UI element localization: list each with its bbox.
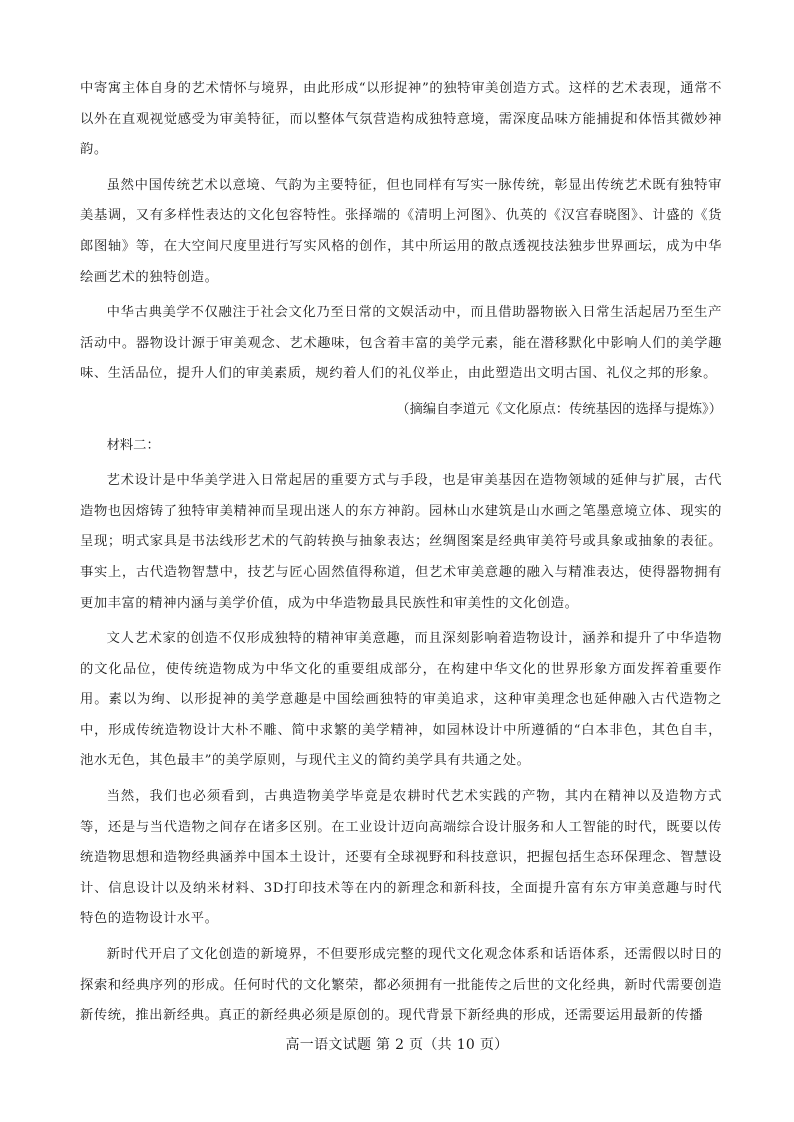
paragraph-literati-artists: 文人艺术家的创造不仅形成独特的精神审美意趣，而且深刻影响着造物设计，涵养和提升了中华造物的文化品位，使传统造物成为中华文化的重要组成部分，在构建中华文化的世界形象方面发挥着重要作用。素以为绚、以形捉神的美学意趣是中国绘画独特的审美追求，这种审美理念也延伸融入古代造物之中，形成传统造物设计大朴不雕、简中求繁的美学精神，如园林设计中所遵循的“白本非色，其色自丰，池水无色，其色最丰”的美学原则，与现代主义的简约美学具有共通之处。 <box>80 631 722 769</box>
paragraph-modern-design: 当然，我们也必须看到，古典造物美学毕竟是农耕时代艺术实践的产物，其内在精神以及造物方式等，还是与当代造物之间存在诸多区别。在工业设计迈向高端综合设计服务和人工智能的时代，既要以传统造物思想和造物经典涵养中国本土设计，还要有全球视野和科技意识，把握包括生态环保理念、智慧设计、信息设计以及纳米材料、3D打印技术等在内的新理念和新科技，全面提升富有东方审美意趣与时代特色的造物设计水平。 <box>80 789 722 927</box>
document-body <box>80 74 722 1037</box>
paragraph-traditional-art: 虽然中国传统艺术以意境、气韵为主要特征，但也同样有写实一脉传统，彰显出传统艺术既有独特审美基调，又有多样性表达的文化包容特性。张择端的《清明上河图》、仇英的《汉宫春晓图》、计盛的《货郎图轴》等，在大空间尺度里进行写实风格的创作，其中所运用的散点透视技法独步世界画坛，成为中华绘画艺术的独特创造。 <box>80 177 722 285</box>
page-footer: 高一语文试题 第 2 页（共 10 页） <box>285 1037 509 1053</box>
paragraph-continued: 中寄寓主体自身的艺术情怀与境界，由此形成“以形捉神”的独特审美创造方式。这样的艺术表现，通常不以外在直观视觉感受为审美特征，而以整体气氛营造构成独特意境，需深度品味方能捕捉和体悟其微妙神韵。 <box>80 81 722 158</box>
paragraph-classical-aesthetics: 中华古典美学不仅融注于社会文化乃至日常的文娱活动中，而且借助器物嵌入日常生活起居乃至生产活动中。器物设计源于审美观念、艺术趣味，包含着丰富的美学元素，能在潜移默化中影响人们的美学趣味、生活品位，提升人们的审美素质，规约着人们的礼仪举止，由此塑造出文明古国、礼仪之邦的形象。 <box>80 305 722 382</box>
source-citation: （摘编自李道元《文化原点：传统基因的选择与提炼》） <box>396 401 722 417</box>
section-heading-material-two: 材料二： <box>106 437 160 453</box>
paragraph-art-design: 艺术设计是中华美学进入日常起居的重要方式与手段，也是审美基因在造物领域的延伸与扩展，古代造物也因熔铸了独特审美精神而呈现出迷人的东方神韵。园林山水建筑是山水画之笔墨意境立体、现实的呈现；明式家具是书法线形艺术的气韵转换与抽象表达；丝绸图案是经典审美符号或具象或抽象的表征。事实上，古代造物智慧中，技艺与匠心固然值得称道，但艺术审美意趣的融入与精准表达，使得器物拥有更加丰富的精神内涵与美学价值，成为中华造物最具民族性和审美性的文化创造。 <box>80 473 722 611</box>
paragraph-new-era: 新时代开启了文化创造的新境界，不但要形成完整的现代文化观念体系和话语体系，还需假以时日的探索和经典序列的形成。任何时代的文化繁荣，都必须拥有一批能传之后世的文化经典，新时代需要创造新传统，推出新经典。真正的新经典必须是原创的。现代背景下新经典的形成，还需要运用最新的传播 <box>80 947 722 1024</box>
